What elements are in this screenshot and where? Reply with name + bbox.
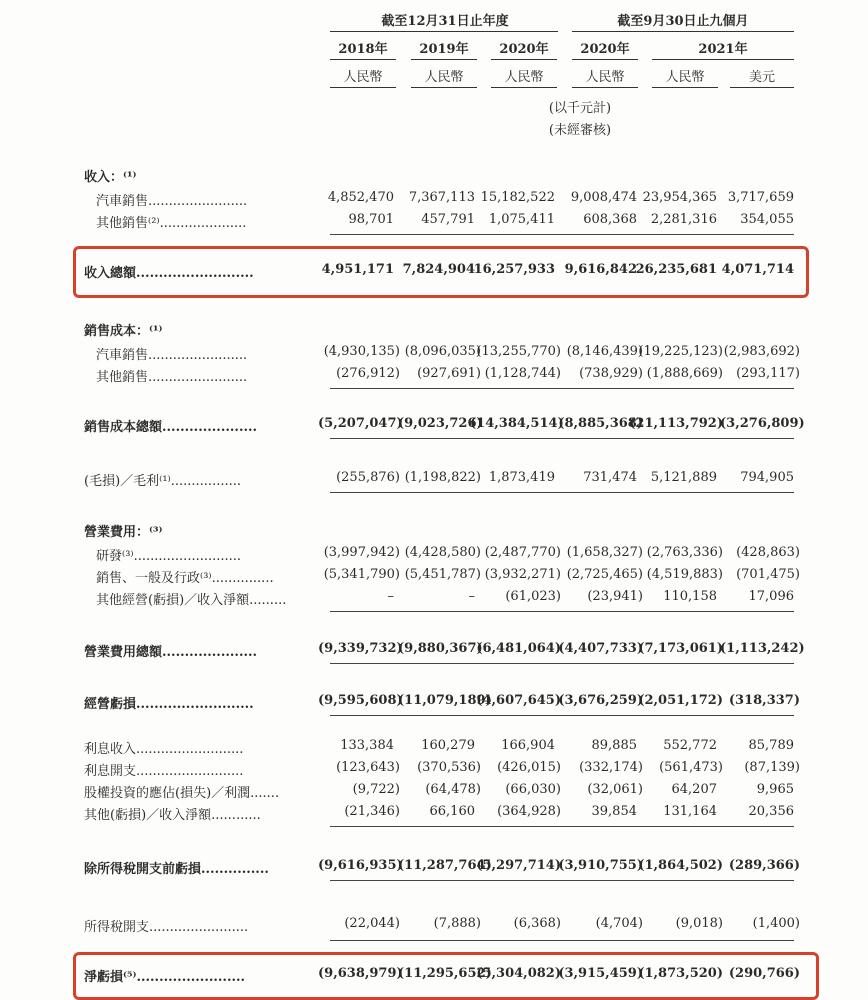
row-value: 3,717,659	[727, 190, 794, 205]
table-row	[0, 344, 868, 364]
table-row	[0, 760, 868, 780]
row-value: (13,255,770)	[476, 344, 561, 359]
row-value: (4,428,580)	[404, 545, 481, 560]
table-row	[0, 916, 868, 936]
row-value: 133,384	[340, 738, 394, 753]
row-value: (1,888,669)	[646, 366, 723, 381]
subtotal-rule	[330, 492, 794, 493]
row-value: (2,763,336)	[646, 545, 723, 560]
row-value: 17,096	[748, 589, 794, 604]
row-value: (9,339,732)	[318, 641, 403, 656]
table-row	[0, 641, 868, 661]
row-value: (19,225,123)	[638, 344, 723, 359]
row-value: 110,158	[663, 589, 717, 604]
row-value: (7,173,061)	[638, 641, 723, 656]
subtotal-rule	[330, 826, 794, 827]
header-year-2018: 2018年	[338, 42, 388, 57]
row-value: (9,638,979)	[318, 966, 403, 981]
row-value: 20,356	[748, 804, 794, 819]
row-value: (9,722)	[352, 782, 400, 797]
subtotal-rule	[330, 663, 794, 664]
row-value: 608,368	[583, 212, 637, 227]
header-currency-rule	[491, 87, 557, 88]
table-row	[0, 416, 868, 436]
row-value: (255,876)	[336, 470, 400, 485]
row-value: (3,915,459)	[558, 966, 643, 981]
table-row	[0, 738, 868, 758]
row-value: 160,279	[421, 738, 475, 753]
row-value: (276,912)	[336, 366, 400, 381]
header-currency-rule	[730, 87, 794, 88]
row-value: 4,951,171	[321, 262, 394, 277]
subtotal-rule	[330, 611, 794, 612]
row-value: 1,873,419	[488, 470, 555, 485]
header-year-rule	[411, 59, 477, 60]
header-group-fiscal-year-rule	[330, 31, 558, 32]
row-value: 4,071,714	[721, 262, 794, 277]
row-value: (3,276,809)	[720, 416, 805, 431]
row-value: (1,128,744)	[484, 366, 561, 381]
row-value: 2,281,316	[650, 212, 717, 227]
row-value: (6,481,064)	[476, 641, 561, 656]
row-value: (23,941)	[587, 589, 643, 604]
row-label: 經營虧損..........................	[84, 697, 254, 712]
row-value: 9,965	[756, 782, 794, 797]
row-value: (364,928)	[497, 804, 561, 819]
table-row	[0, 545, 868, 565]
row-label: 股權投資的應佔(損失)／利潤.......	[84, 786, 280, 801]
row-label: 所得稅開支........................	[84, 920, 249, 935]
row-label: 其他銷售........................	[96, 370, 248, 385]
row-value: 794,905	[740, 470, 794, 485]
row-value: (21,346)	[344, 804, 400, 819]
row-value: 66,160	[429, 804, 475, 819]
row-value: 7,367,113	[408, 190, 475, 205]
header-currency: 人民幣	[504, 70, 544, 85]
table-row	[0, 589, 868, 609]
row-value: (6,368)	[513, 916, 561, 931]
row-value: 39,854	[591, 804, 637, 819]
row-value: (3,932,271)	[484, 567, 561, 582]
header-currency-rule	[411, 87, 477, 88]
row-label: 利息收入..........................	[84, 742, 244, 757]
row-label: 其他銷售⁽²⁾.....................	[96, 216, 247, 231]
row-value: (2,487,770)	[484, 545, 561, 560]
header-year-rule	[572, 59, 638, 60]
row-value: 9,008,474	[570, 190, 637, 205]
header-year-2019: 2019年	[419, 42, 469, 57]
row-value: (428,863)	[736, 545, 800, 560]
row-value: (9,595,608)	[318, 693, 403, 708]
table-row	[0, 212, 868, 232]
row-label: 淨虧損⁽⁵⁾........................	[84, 970, 246, 985]
row-value: (7,888)	[433, 916, 481, 931]
header-currency: 人民幣	[424, 70, 464, 85]
subtotal-rule	[330, 940, 794, 941]
row-value: (9,880,367)	[398, 641, 483, 656]
row-value: 7,824,904	[402, 262, 475, 277]
row-value: 354,055	[740, 212, 794, 227]
row-value: (66,030)	[505, 782, 561, 797]
row-value: (8,885,368)	[558, 416, 643, 431]
unit-note: (以千元計)	[548, 101, 612, 116]
row-value: (1,873,520)	[638, 966, 723, 981]
row-value: 131,164	[663, 804, 717, 819]
header-year-rule	[330, 59, 396, 60]
row-value: 4,852,470	[327, 190, 394, 205]
row-value: 85,789	[748, 738, 794, 753]
table-row	[0, 693, 868, 713]
table-row	[0, 366, 868, 386]
row-value: (4,704)	[595, 916, 643, 931]
row-value: (293,117)	[736, 366, 800, 381]
row-value: 5,121,889	[650, 470, 717, 485]
row-value: –	[387, 589, 394, 604]
row-label: 利息開支..........................	[84, 764, 244, 779]
row-label: 收入總額..........................	[84, 266, 254, 281]
table-row	[0, 470, 868, 490]
header-year-2021: 2021年	[698, 42, 748, 57]
header-currency-rule	[652, 87, 718, 88]
row-value: (11,079,189)	[398, 693, 492, 708]
subtotal-rule	[330, 388, 794, 389]
row-value: (2,725,465)	[566, 567, 643, 582]
row-value: (9,616,935)	[318, 858, 403, 873]
row-value: (738,929)	[579, 366, 643, 381]
row-value: (5,341,790)	[323, 567, 400, 582]
row-value: 16,257,933	[473, 262, 555, 277]
row-value: (64,478)	[425, 782, 481, 797]
row-value: (290,766)	[728, 966, 800, 981]
row-value: (5,451,787)	[404, 567, 481, 582]
row-value: (2,051,172)	[638, 693, 723, 708]
row-value: 23,954,365	[642, 190, 717, 205]
row-value: 26,235,681	[635, 262, 717, 277]
section-revenue: 收入：⁽¹⁾	[84, 170, 137, 185]
row-value: (701,475)	[736, 567, 800, 582]
row-value: (1,864,502)	[638, 858, 723, 873]
row-value: (332,174)	[579, 760, 643, 775]
row-value: (8,096,035)	[404, 344, 481, 359]
row-value: (11,295,652)	[398, 966, 492, 981]
header-currency: 美元	[748, 70, 775, 85]
row-label: 除所得稅開支前虧損...............	[84, 862, 269, 877]
row-value: (21,113,792)	[629, 416, 723, 431]
row-label: 營業費用總額.....................	[84, 645, 258, 660]
header-group-fiscal-year: 截至12月31日止年度	[381, 14, 509, 29]
row-value: 9,616,842	[564, 262, 637, 277]
row-label: 研發⁽³⁾..........................	[96, 549, 242, 564]
audit-note: (未經審核)	[548, 123, 612, 138]
header-year-2020-nine-months: 2020年	[580, 42, 630, 57]
table-row	[0, 190, 868, 210]
row-value: (87,139)	[744, 760, 800, 775]
row-label: 銷售、一般及行政⁽³⁾...............	[96, 571, 274, 586]
row-value: (4,930,135)	[323, 344, 400, 359]
row-value: (5,297,714)	[476, 858, 561, 873]
row-value: (14,384,514)	[470, 416, 564, 431]
row-value: (9,023,726)	[398, 416, 483, 431]
row-value: (2,983,692)	[723, 344, 800, 359]
row-value: 64,207	[671, 782, 717, 797]
header-year-rule	[491, 59, 557, 60]
section-cost-of-sales: 銷售成本：⁽¹⁾	[84, 324, 163, 339]
row-value: (123,643)	[336, 760, 400, 775]
subtotal-rule	[330, 438, 794, 439]
row-value: (289,366)	[728, 858, 800, 873]
header-currency: 人民幣	[343, 70, 383, 85]
row-value: (5,304,082)	[476, 966, 561, 981]
row-label: 汽車銷售........................	[96, 194, 248, 209]
subtotal-rule	[330, 234, 794, 235]
row-label: 銷售成本總額.....................	[84, 420, 258, 435]
header-currency: 人民幣	[585, 70, 625, 85]
row-value: 89,885	[591, 738, 637, 753]
row-value: 1,075,411	[488, 212, 555, 227]
row-value: (61,023)	[505, 589, 561, 604]
row-value: (1,198,822)	[404, 470, 481, 485]
row-value: (4,607,645)	[476, 693, 561, 708]
row-value: 731,474	[583, 470, 637, 485]
header-currency-rule	[330, 87, 396, 88]
subtotal-rule	[330, 715, 794, 716]
row-value: (370,536)	[417, 760, 481, 775]
table-row	[0, 567, 868, 587]
row-value: –	[468, 589, 475, 604]
table-row-net-loss	[0, 966, 868, 986]
row-value: (561,473)	[659, 760, 723, 775]
row-value: (4,519,883)	[646, 567, 723, 582]
section-operating-expenses: 營業費用：⁽³⁾	[84, 525, 163, 540]
row-value: (1,400)	[752, 916, 800, 931]
row-label: 其他經營(虧損)／收入淨額.........	[96, 593, 287, 608]
header-currency-rule	[572, 87, 638, 88]
row-value: 552,772	[663, 738, 717, 753]
row-value: (318,337)	[728, 693, 800, 708]
row-value: (22,044)	[344, 916, 400, 931]
row-value: 15,182,522	[480, 190, 555, 205]
row-value: (426,015)	[497, 760, 561, 775]
row-label: 汽車銷售........................	[96, 348, 248, 363]
row-value: (927,691)	[417, 366, 481, 381]
row-value: (3,910,755)	[558, 858, 643, 873]
header-group-nine-months: 截至9月30日止九個月	[617, 14, 749, 29]
subtotal-rule	[330, 880, 794, 881]
row-value: 457,791	[421, 212, 475, 227]
header-group-nine-months-rule	[572, 31, 794, 32]
table-row	[0, 782, 868, 802]
row-value: (11,287,764)	[398, 858, 492, 873]
row-value: 98,701	[348, 212, 394, 227]
row-value: (32,061)	[587, 782, 643, 797]
row-value: (9,018)	[675, 916, 723, 931]
row-label: (毛損)／毛利⁽¹⁾.................	[84, 474, 241, 489]
table-row	[0, 804, 868, 824]
row-value: (8,146,439)	[566, 344, 643, 359]
row-value: (3,997,942)	[323, 545, 400, 560]
row-value: (5,207,047)	[318, 416, 403, 431]
header-currency: 人民幣	[665, 70, 705, 85]
table-row	[0, 858, 868, 878]
header-year-2020: 2020年	[499, 42, 549, 57]
row-value: (1,113,242)	[720, 641, 805, 656]
table-row-total-revenue	[0, 262, 868, 282]
row-value: 166,904	[501, 738, 555, 753]
row-value: (3,676,259)	[558, 693, 643, 708]
row-value: (1,658,327)	[566, 545, 643, 560]
header-year-rule	[652, 59, 794, 60]
row-label: 其他(虧損)／收入淨額............	[84, 808, 261, 823]
row-value: (4,407,733)	[558, 641, 643, 656]
